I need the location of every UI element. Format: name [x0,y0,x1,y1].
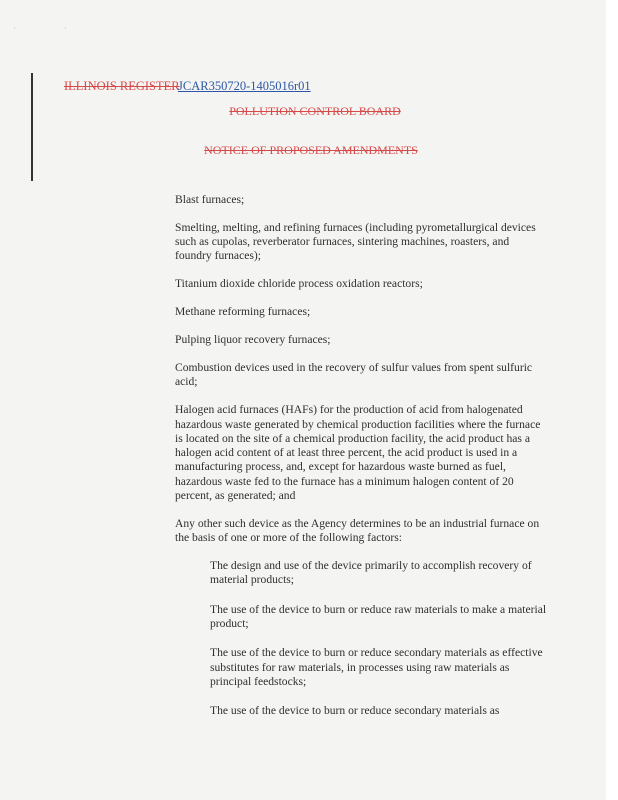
paragraph-halogen-acid-furnaces: Halogen acid furnaces (HAFs) for the production of acid from halogenated hazardous waste generated by chemical production facilities where the furnace is located on the site of a chemical production facility, the acid product has a halogen acid content of at least three percent, the acid product is used in a manufacturing process, and, except for hazardous waste burned as fuel, hazardous waste fed to the furnace has a minimum halogen content of 20 percent, as generated; and [175,403,541,503]
register-heading-deleted: ILLINOIS REGISTER [64,79,180,93]
scan-marks: ' ' [14,26,91,34]
paragraph-sulfur-combustion: Combustion devices used in the recovery of sulfur values from spent sulfuric acid; [175,361,533,389]
factor-item: The design and use of the device primarily to accomplish recovery of material products; [210,559,532,587]
factor-item: The use of the device to burn or reduce secondary materials as effective substitutes for raw materials, in processes using raw materials as principal feedstocks; [210,646,543,688]
paragraph-titanium-reactors: Titanium dioxide chloride process oxidation reactors; [175,277,423,291]
paragraph-blast-furnaces: Blast furnaces; [175,193,245,206]
factor-item: The use of the device to burn or reduce secondary materials as [210,704,500,718]
board-heading-deleted: POLLUTION CONTROL BOARD [229,104,401,118]
factor-item: The use of the device to burn or reduce raw materials to make a material product; [210,602,547,630]
paragraph-pulping-furnaces: Pulping liquor recovery furnaces; [175,333,331,347]
paragraph-smelting-furnaces: Smelting, melting, and refining furnaces (including pyrometallurgical devices such as cupolas, reverberator furnaces, sintering machines, roasters, and foundry furnaces); [175,220,536,263]
revision-change-bar [31,73,33,181]
paragraph-agency-determination: Any other such device as the Agency determines to be an industrial furnace on the basis of one or more of the following factors: [175,516,540,545]
page-right-margin [606,0,618,800]
paragraph-methane-furnaces: Methane reforming furnaces; [175,305,311,319]
notice-heading-deleted: NOTICE OF PROPOSED AMENDMENTS [204,143,418,157]
jcar-reference-inserted: JCAR350720-1405016r01 [178,79,311,93]
document-body [175,193,547,733]
